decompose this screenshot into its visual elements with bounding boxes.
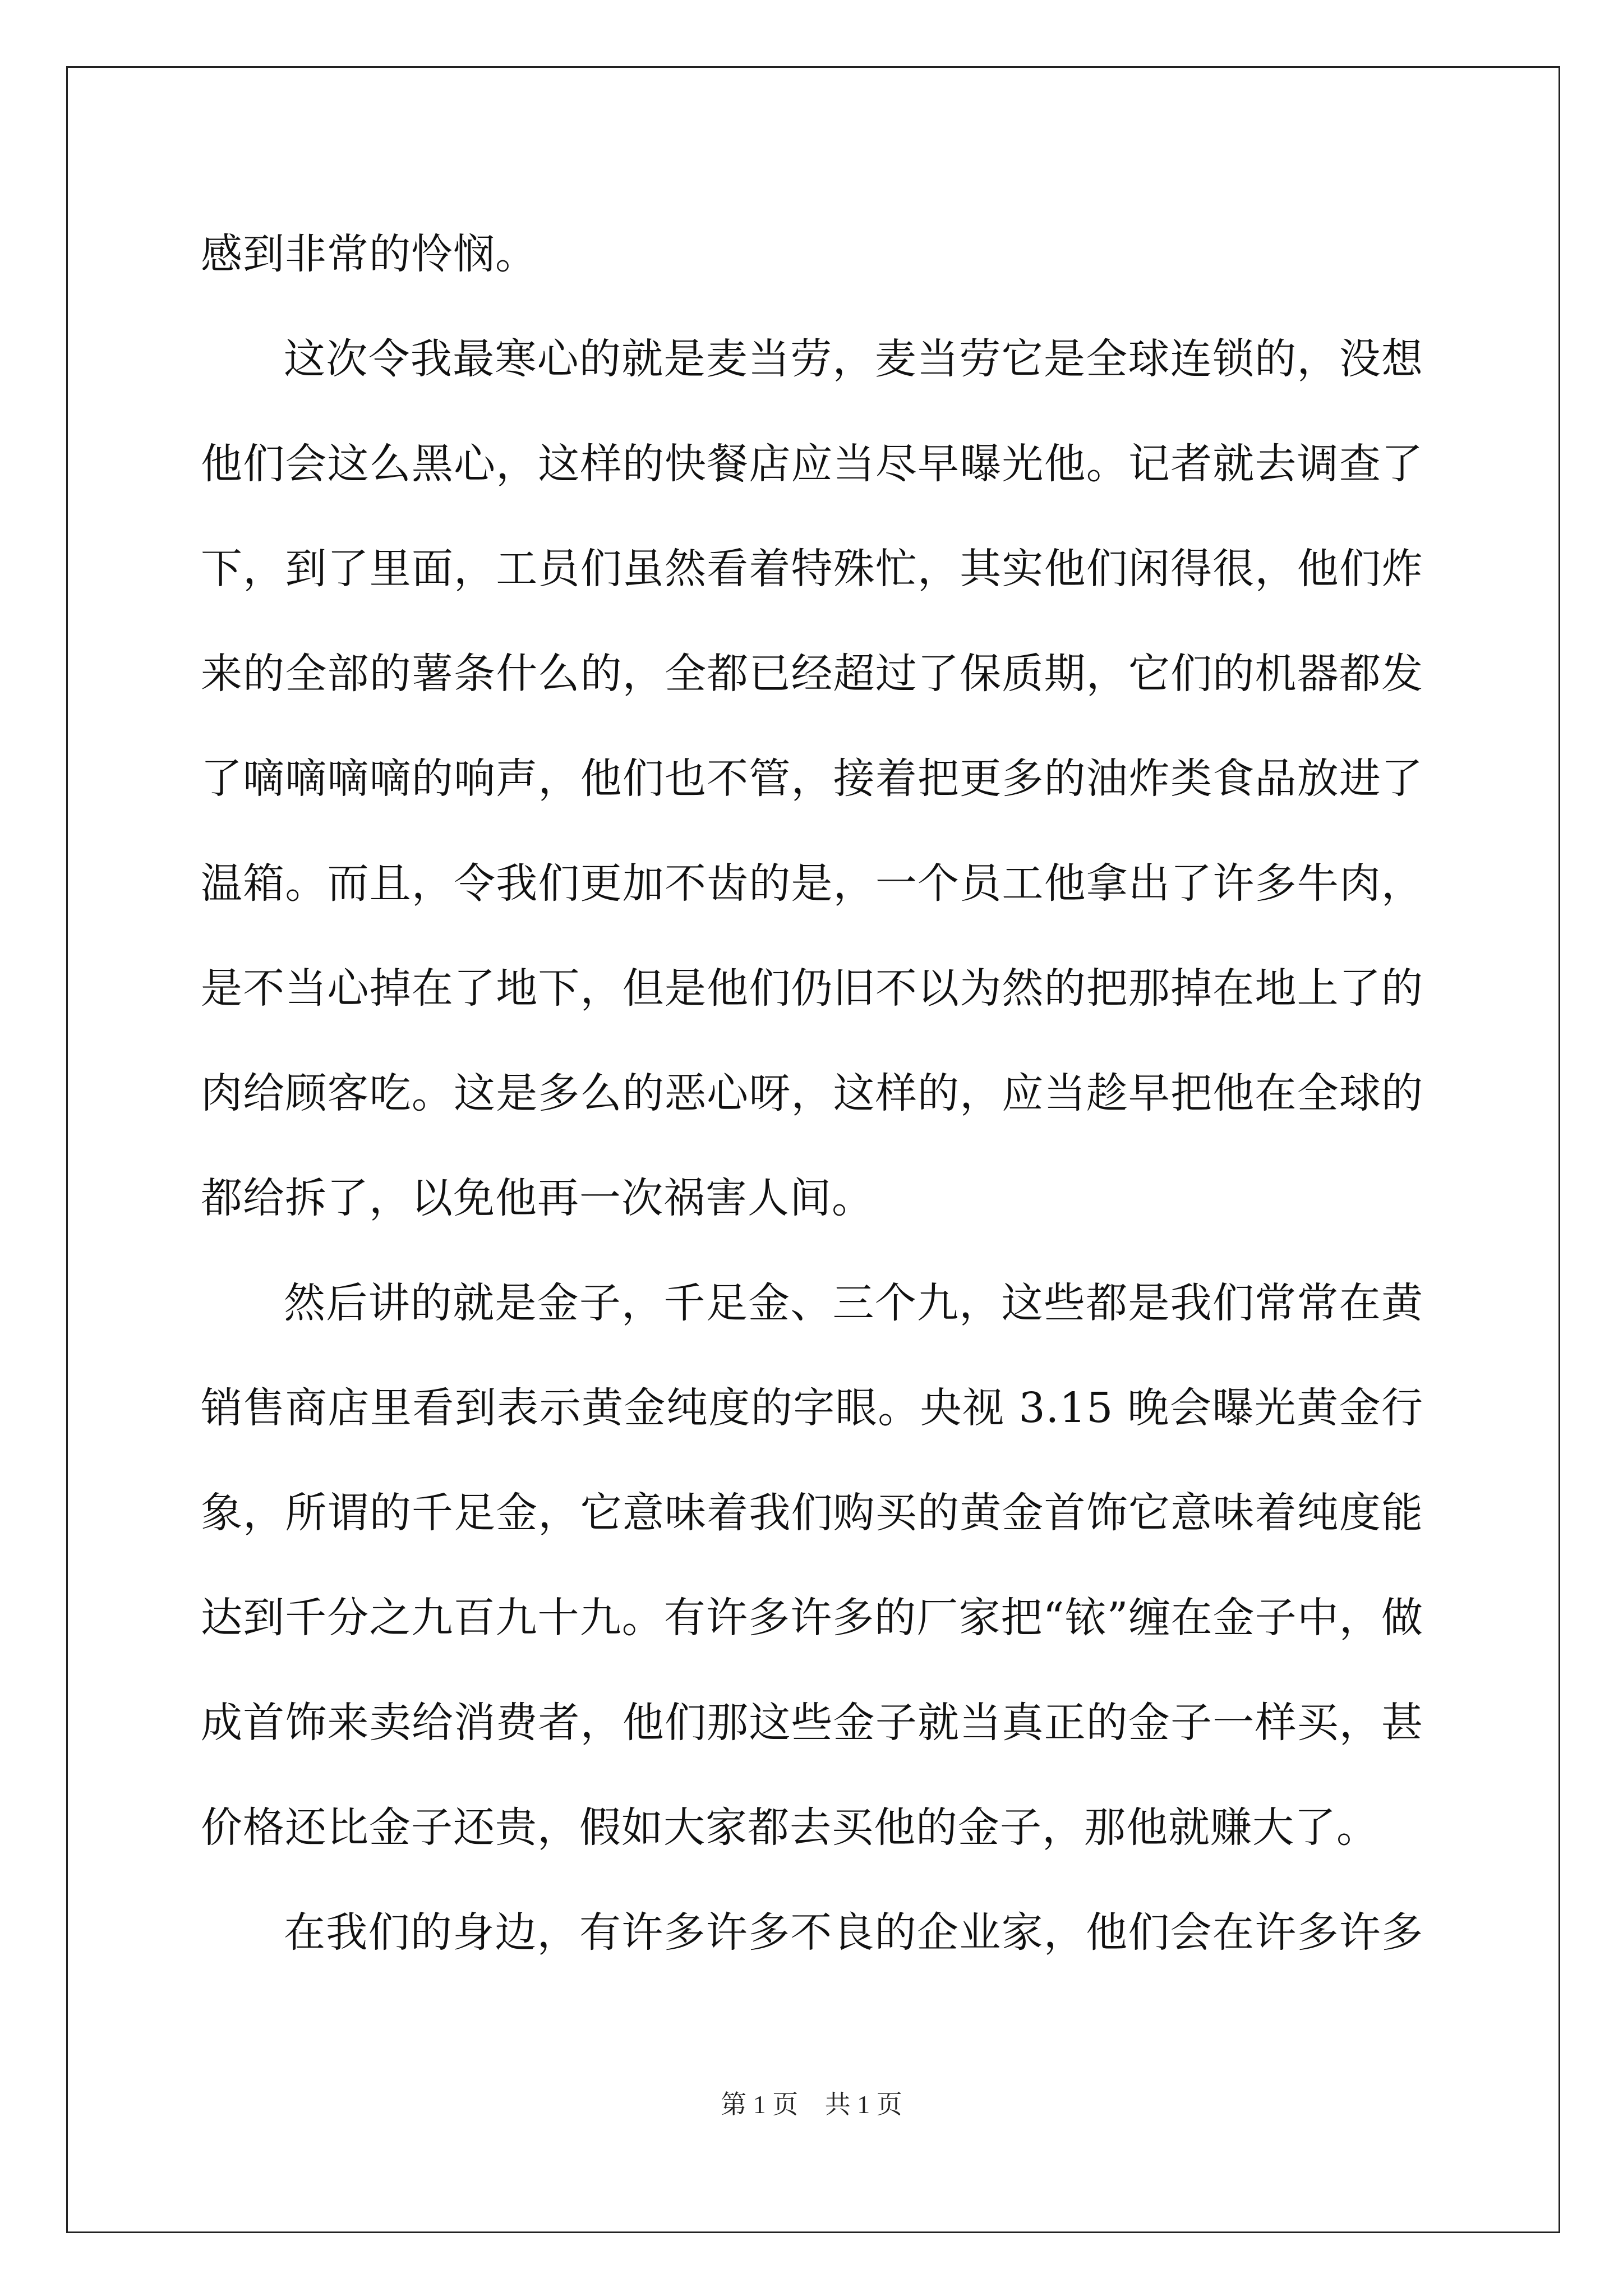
text-line: 达到千分之九百九十九。有许多许多的厂家把“铱”缠在金子中，做 bbox=[201, 1594, 1423, 1642]
text-line: 价格还比金子还贵，假如大家都去买他的金子，那他就赚大了。 bbox=[201, 1803, 1378, 1852]
text-line: 成首饰来卖给消费者，他们那这些金子就当真正的金子一样买，甚 bbox=[201, 1699, 1423, 1747]
text-line: 是不当心掉在了地下，但是他们仍旧不以为然的把那掉在地上了的 bbox=[201, 964, 1423, 1013]
text-line: 销售商店里看到表示黄金纯度的字眼。央视 3.15 晚会曝光黄金行 bbox=[201, 1384, 1423, 1432]
document-body bbox=[201, 202, 1423, 1985]
text-line: 肉给顾客吃。这是多么的恶心呀，这样的，应当趁早把他在全球的 bbox=[201, 1069, 1423, 1117]
text-line: 象，所谓的千足金，它意味着我们购买的黄金首饰它意味着纯度能 bbox=[201, 1489, 1423, 1537]
text-line: 都给拆了，以免他再一次祸害人间。 bbox=[201, 1174, 874, 1222]
text-line: 了嘀嘀嘀嘀的响声，他们也不管，接着把更多的油炸类食品放进了 bbox=[201, 754, 1423, 803]
text-line: 来的全部的薯条什么的，全都已经超过了保质期，它们的机器都发 bbox=[201, 650, 1423, 698]
text-line: 温箱。而且，令我们更加不齿的是，一个员工他拿出了许多牛肉， bbox=[201, 859, 1423, 908]
text-line: 感到非常的怜悯。 bbox=[201, 230, 537, 278]
page-number: 第 1 页 bbox=[721, 2090, 799, 2119]
page-total: 共 1 页 bbox=[824, 2090, 902, 2119]
text-line: 然后讲的就是金子，千足金、三个九，这些都是我们常常在黄 bbox=[284, 1279, 1423, 1327]
text-line: 他们会这么黑心，这样的快餐店应当尽早曝光他。记者就去调查了 bbox=[201, 440, 1423, 488]
text-line: 下，到了里面，工员们虽然看着特殊忙，其实他们闲得很，他们炸 bbox=[201, 545, 1423, 593]
text-line: 在我们的身边，有许多许多不良的企业家，他们会在许多许多 bbox=[284, 1908, 1423, 1957]
text-line: 这次令我最寒心的就是麦当劳，麦当劳它是全球连锁的，没想 bbox=[284, 335, 1423, 383]
page-footer bbox=[0, 2084, 1623, 2121]
